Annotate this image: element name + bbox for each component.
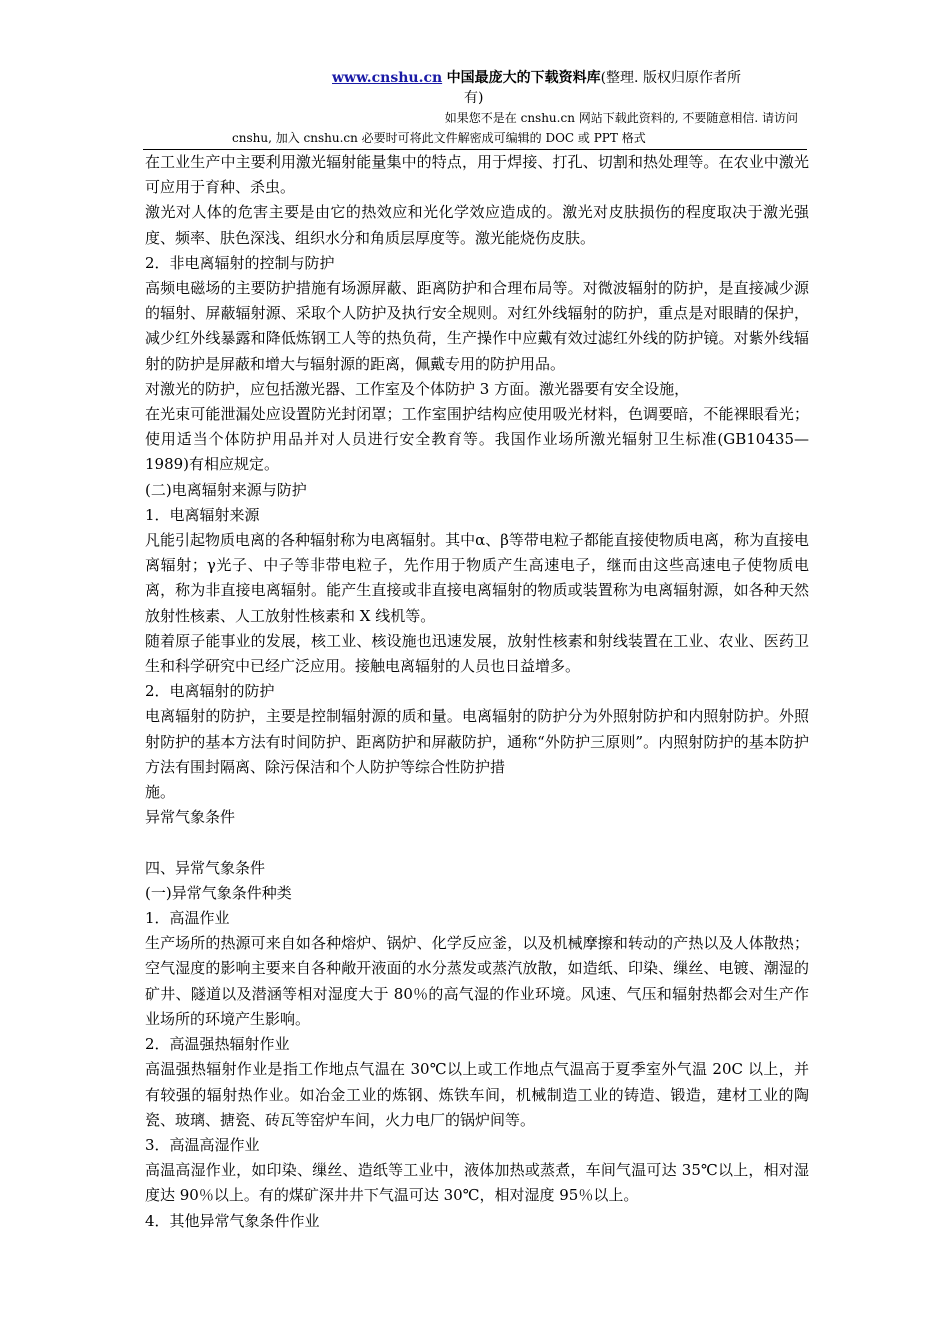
page-header	[232, 68, 812, 148]
header-note-line-2: cnshu, 加入 cnshu.cn 必要时可将此文件解密成可编辑的 DOC 或 PPT 格式	[232, 131, 646, 145]
paragraph: 激光对人体的危害主要是由它的热效应和光化学效应造成的。激光对皮肤损伤的程度取决于激光强度、频率、肤色深浅、组织水分和角质层厚度等。激光能烧伤皮肤。	[145, 203, 809, 247]
section-heading: 2．电离辐射的防护	[145, 682, 275, 701]
paragraph: 在光束可能泄漏处应设置防光封闭罩；工作室围护结构应使用吸光材料，色调要暗，不能裸眼看光；使用适当个体防护用品并对人员进行安全教育等。我国作业场所激光辐射卫生标准(GB10435—1989)有相应规定。	[145, 405, 809, 474]
paragraph: 对激光的防护，应包括激光器、工作室及个体防护 3 方面。激光器要有安全设施，	[145, 379, 690, 398]
paragraph: 凡能引起物质电离的各种辐射称为电离辐射。其中α、β等带电粒子都能直接使物质电离，称为直接电离辐射；γ光子、中子等非带电粒子，先作用于物质产生高速电子，继而由这些高速电子使物质电离，称为非直接电离辐射。能产生直接或非直接电离辐射的物质或装置称为电离辐射源，如各种天然放射性核素、人工放射性核素和 X 线机等。	[145, 531, 809, 625]
section-heading: 异常气象条件	[145, 808, 236, 827]
header-title-suffix: (整理. 版权归原作者所	[600, 70, 741, 86]
header-line	[232, 68, 812, 88]
paragraph: 施。	[145, 783, 176, 802]
section-heading: 2．非电离辐射的控制与防护	[145, 253, 335, 272]
paragraph: 电离辐射的防护，主要是控制辐射源的质和量。电离辐射的防护分为外照射防护和内照射防护。外照射防护的基本方法有时间防护、距离防护和屏蔽防护，通称“外防护三原则”。内照射防护的基本防护方法有围封隔离、除污保洁和个人防护等综合性防护措	[145, 707, 809, 776]
paragraph: 随着原子能事业的发展，核工业、核设施也迅速发展，放射性核素和射线装置在工业、农业、医药卫生和科学研究中已经广泛应用。接触电离辐射的人员也日益增多。	[145, 631, 809, 676]
blank-line	[145, 830, 809, 855]
section-heading: 2．高温强热辐射作业	[145, 1035, 290, 1054]
section-heading: 四、异常气象条件	[145, 858, 266, 877]
section-heading: (一)异常气象条件种类	[145, 883, 292, 902]
paragraph: 高频电磁场的主要防护措施有场源屏蔽、距离防护和合理布局等。对微波辐射的防护，是直接减少源的辐射、屏蔽辐射源、采取个人防护及执行安全规则。对红外线辐射的防护，重点是对眼睛的保护，减少红外线暴露和降低炼钢工人等的热负荷，生产操作中应戴有效过滤红外线的防护镜。对紫外线辐射的防护是屏蔽和增大与辐射源的距离，佩戴专用的防护用品。	[145, 279, 809, 373]
section-heading: 1．电离辐射来源	[145, 505, 260, 524]
site-link[interactable]: www.cnshu.cn	[332, 70, 443, 86]
paragraph: 生产场所的热源可来自如各种熔炉、锅炉、化学反应釜，以及机械摩擦和转动的产热以及人体散热；空气湿度的影响主要来自各种敞开液面的水分蒸发或蒸汽放散，如造纸、印染、缫丝、电镀、潮湿的矿井、隧道以及潜涵等相对湿度大于 80％的高气湿的作业环境。风速、气压和辐射热都会对生产作业场所的环境产生影响。	[145, 934, 809, 1028]
document-body	[145, 150, 809, 1234]
section-heading: 1．高温作业	[145, 909, 230, 928]
paragraph: 高温强热辐射作业是指工作地点气温在 30℃以上或工作地点气温高于夏季室外气温 20C 以上，并有较强的辐射热作业。如冶金工业的炼钢、炼铁车间，机械制造工业的铸造、锻造，建材工业的陶瓷、玻璃、搪瓷、砖瓦等窑炉车间，火力电厂的锅炉间等。	[145, 1060, 809, 1129]
paragraph: 高温高湿作业，如印染、缫丝、造纸等工业中，液体加热或蒸煮，车间气温可达 35℃以上，相对湿度达 90％以上。有的煤矿深井井下气温可达 30℃，相对湿度 95％以上。	[145, 1161, 809, 1205]
header-title-continuation: 有)	[464, 90, 484, 106]
header-title: 中国最庞大的下载资料库	[446, 70, 601, 86]
paragraph: 在工业生产中主要利用激光辐射能量集中的特点，用于焊接、打孔、切割和热处理等。在农业中激光可应用于育种、杀虫。	[145, 153, 809, 197]
header-note-line-1: 如果您不是在 cnshu.cn 网站下载此资料的, 不要随意相信. 请访问	[444, 111, 798, 125]
section-heading: 4．其他异常气象条件作业	[145, 1211, 320, 1230]
section-heading: 3．高温高湿作业	[145, 1135, 260, 1154]
section-heading: (二)电离辐射来源与防护	[145, 480, 307, 499]
